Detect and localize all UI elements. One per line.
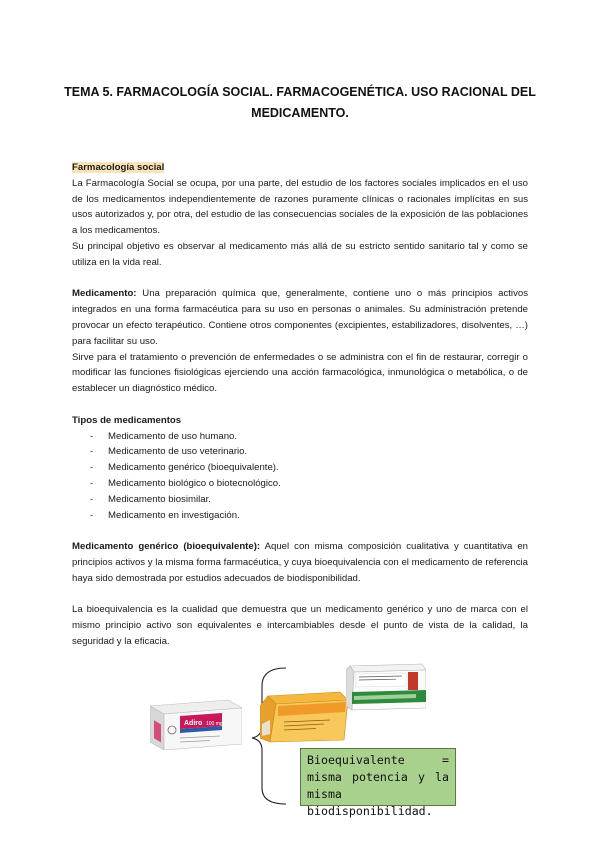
bioequivalence-note-box: Bioequivalente = misma potencia y la misma biodisponibilidad. [300, 748, 456, 806]
svg-text:Adiro: Adiro [184, 720, 203, 727]
paragraph: La bioequivalencia es la cualidad que demuestra que un medicamento genérico y uno de marca con el mismo principio activo son equivalentes e intercambiables desde el punto de vista de la calidad, la seguridad y la eficacia. [72, 604, 528, 647]
list-item: - Medicamento biológico o biotecnológico. [72, 476, 528, 492]
svg-text:100 mg: 100 mg [206, 721, 223, 727]
paragraph: Sirve para el tratamiento o prevención de enfermedades o se administra con el fin de restaurar, corregir o modificar las funciones fisiológicas ejerciendo una acción farmacológica, inmunológica o metabólica, o de establecer un diagnóstico médico. [72, 351, 528, 395]
section-heading-farmacologia-social: Farmacología social [72, 162, 165, 173]
page-title: TEMA 5. FARMACOLOGÍA SOCIAL. FARMACOGENÉTICA. USO RACIONAL DEL MEDICAMENTO. [64, 85, 536, 120]
document-body [72, 160, 528, 650]
definition-generico: Medicamento genérico (bioequivalente): Aquel con misma composición cualitativa y cuantitativa en principios activos y la misma forma farmacéutica, y cuya bioequivalencia con el medicamento de referencia haya sido demostrada por estudios adecuados de biodisponibilidad. [72, 541, 528, 584]
brand-medicine-box-image [150, 696, 242, 750]
paragraph: La Farmacología Social se ocupa, por una parte, del estudio de los factores sociales implicados en el uso de los medicamentos independientemente de razones puramente clínicas o racionales implícitas en sus usos autorizados y, por otra, del estudio de las consecuencias sociales de la exposición de las poblaciones a los medicamentos. [72, 177, 528, 237]
definition-medicamento: Medicamento: Una preparación química que, generalmente, contiene uno o más principios activos integrados en una forma farmacéutica para su uso en personas o animales. Su administración pretende provocar un efecto terapéutico. Contiene otros componentes (excipientes, estabilizadores, disolventes, …) para facilitar su uso. [72, 288, 528, 347]
list-item: - Medicamento genérico (bioequivalente). [72, 460, 528, 476]
generic-medicine-box-green-image [346, 662, 426, 714]
list-item: - Medicamento biosimilar. [72, 492, 528, 508]
section-heading-tipos: Tipos de medicamentos [72, 414, 182, 426]
medicine-types-list [72, 429, 528, 524]
paragraph: Su principal objetivo es observar al medicamento más allá de su estricto sentido sanitario tal y como se utiliza en la vida real. [72, 240, 528, 268]
list-item: - Medicamento en investigación. [72, 508, 528, 524]
list-item: - Medicamento de uso humano. [72, 429, 528, 445]
generic-medicine-box-orange-image [260, 690, 348, 746]
list-item: - Medicamento de uso veterinario. [72, 444, 528, 460]
